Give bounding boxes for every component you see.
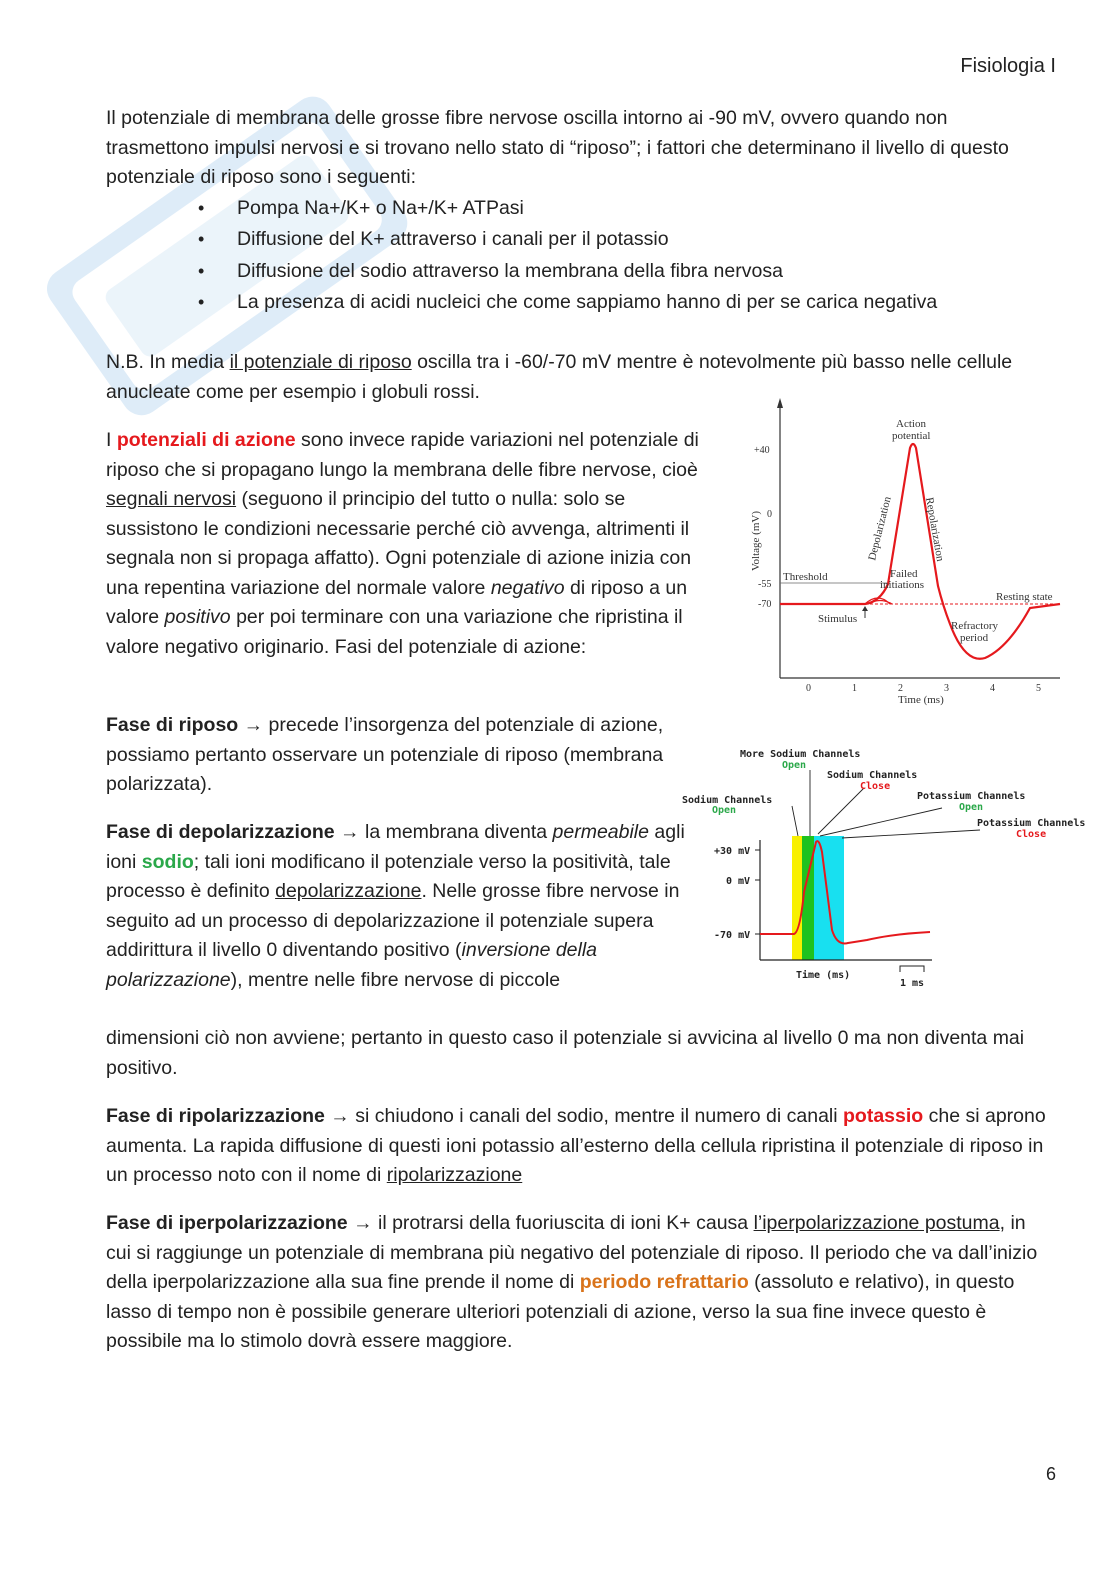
- pointer-line: [820, 808, 942, 836]
- scale-bar: [900, 966, 924, 972]
- y-tick: -70: [758, 599, 772, 610]
- fase-text: precede l’insorgenza del potenziale di azione, possiamo pertanto osservare un potenziale di riposo (membrana polarizzata).: [106, 714, 664, 795]
- page-header: Fisiologia I: [960, 55, 1056, 77]
- label-stimulus: Stimulus: [818, 613, 858, 625]
- label-threshold: Threshold: [783, 571, 828, 583]
- action-potential-figure: [740, 396, 1070, 714]
- action-potential-curve: [780, 444, 1060, 659]
- label-resting: Resting state: [996, 591, 1053, 603]
- factor-list: [106, 193, 1046, 319]
- x-tick: 3: [944, 683, 949, 694]
- pointer-line: [842, 830, 980, 838]
- intro-paragraph: Il potenziale di membrana delle grosse fibre nervose oscilla intorno ai -90 mV, ovvero quando non trasmettono impulsi nervosi e si trovano nello stato di “riposo”; i fattori che determinano il livello di questo potenziale di riposo sono i seguenti:: [106, 107, 1009, 188]
- action-paragraph: [106, 426, 708, 662]
- action-italic: negativo: [490, 576, 565, 599]
- action-text: di riposo a un valore: [106, 576, 688, 628]
- label-state-close: Close: [860, 781, 891, 792]
- label-state-open: Open: [782, 760, 807, 771]
- fase-underlined: l’iperpolarizzazione postuma: [753, 1212, 1000, 1234]
- y-axis-label: Voltage (mV): [750, 511, 762, 571]
- fase-text: ), mentre nelle fibre nervose di piccole: [230, 968, 561, 991]
- action-text: sono invece rapide variazioni nel potenziale di riposo che si propagano lungo la membrana delle fibre nervose, cioè: [106, 429, 699, 481]
- fase-underlined: ripolarizzazione: [386, 1164, 523, 1186]
- action-highlight: potenziali di azione: [116, 429, 296, 451]
- y-tick: 0 mV: [726, 876, 751, 887]
- x-tick: 2: [898, 683, 903, 694]
- y-axis-arrow-icon: [777, 398, 783, 408]
- label-repolarization: Repolarization: [923, 496, 947, 563]
- label-more-sodium: More Sodium Channels: [740, 749, 861, 760]
- label-refractory: Refractory: [951, 620, 999, 632]
- y-tick: +40: [754, 445, 770, 456]
- label-state-open: Open: [959, 802, 984, 813]
- fase-title: Fase di riposo: [106, 714, 239, 736]
- fase-text: (assoluto e relativo), in questo lasso di tempo non è possibile generare ulteriori potenziali di azione, verso la sua fine invece questo è possibile ma lo stimolo dovrà essere maggiore.: [106, 1271, 1015, 1352]
- label-refractory: period: [960, 632, 989, 644]
- x-tick: 0: [806, 683, 811, 694]
- channel-potential-curve: [760, 841, 930, 943]
- label-potassium-close: Potassium Channels: [977, 818, 1086, 829]
- fase-text: si chiudono i canali del sodio, mentre il numero di canali: [355, 1105, 844, 1127]
- x-axis-label: Time (ms): [898, 694, 944, 706]
- label-depolarization: Depolarization: [866, 495, 894, 562]
- nb-text: oscilla tra i -60/-70 mV mentre è notevolmente più basso nelle cellule anucleate come per esempio i globuli rossi.: [106, 351, 1013, 403]
- page-number: 6: [1045, 1464, 1056, 1484]
- fase-text: agli ioni: [106, 821, 685, 873]
- action-italic: positivo: [164, 606, 231, 628]
- fase-text: ; tali ioni modificano il potenziale verso la positività, tale processo è definito: [106, 850, 671, 902]
- list-item: • Pompa Na+/K+ o Na+/K+ ATPasi: [106, 193, 1046, 225]
- fase-text: la membrana diventa: [364, 821, 553, 843]
- label-action: potential: [892, 430, 931, 442]
- label-sodium: Sodium Channels: [827, 770, 918, 781]
- x-axis-label: Time (ms): [796, 970, 851, 981]
- ion-channels-figure: [682, 742, 1092, 992]
- arrow: →: [324, 1105, 356, 1127]
- action-underlined: segnali nervosi: [106, 488, 237, 510]
- x-tick: 5: [1036, 683, 1041, 694]
- x-tick: 4: [990, 683, 995, 694]
- label-action: Action: [896, 418, 926, 430]
- fase-text: . Nelle grosse fibre nervose in seguito ad un processo di depolarizzazione il potenziale supera addirittura il livello 0 diventando positivo (: [106, 880, 680, 961]
- fase-text: , in cui si raggiunge un potenziale di membrana più negativo del potenziale di riposo. Il periodo che va dall’inizio della iperpolarizzazione alla sua fine prende il nome di: [106, 1212, 1038, 1293]
- fase-riposo: [106, 711, 676, 800]
- arrow: →: [347, 1212, 378, 1234]
- fase-text: che si aprono aumenta. La rapida diffusione di questi ioni potassio all’esterno della cellula ripristina il potenziale di riposo in un processo noto con il nome di: [106, 1105, 1046, 1186]
- nb-text: N.B. In media: [106, 351, 230, 373]
- fase-text: il protrarsi della fuoriuscita di ioni K+ causa: [378, 1212, 754, 1234]
- y-tick: -70 mV: [714, 930, 751, 941]
- arrow: →: [334, 821, 365, 843]
- fase-depolarizzazione-continued: dimensioni ciò non avviene; pertanto in questo caso il potenziale si avvicina al livello 0 ma non diventa mai positivo.: [106, 1027, 1025, 1079]
- pointer-line: [792, 806, 798, 836]
- label-potassium-open: Potassium Channels: [917, 791, 1026, 802]
- action-text: I: [106, 429, 117, 451]
- y-tick: +30 mV: [714, 846, 751, 857]
- nb-underlined: il potenziale di riposo: [229, 351, 412, 373]
- fase-italic: permeabile: [552, 821, 649, 843]
- sodio-highlight: sodio: [141, 850, 194, 873]
- band-yellow: [792, 836, 802, 960]
- label-failed: Failed: [890, 568, 918, 580]
- fase-title: Fase di ripolarizzazione: [106, 1105, 325, 1127]
- x-tick: 1: [852, 683, 857, 694]
- fase-iperpolarizzazione: [106, 1209, 1051, 1357]
- label-state-close: Close: [1016, 829, 1047, 840]
- fase-underlined: depolarizzazione: [275, 880, 422, 902]
- stimulus-arrow-icon: [862, 606, 868, 611]
- potassio-highlight: potassio: [843, 1105, 924, 1127]
- y-tick: -55: [758, 579, 772, 590]
- list-item: • Diffusione del sodio attraverso la membrana della fibra nervosa: [106, 256, 1046, 288]
- list-item: • La presenza di acidi nucleici che come sappiamo hanno di per se carica negativa: [106, 287, 1046, 319]
- label-failed: initiations: [880, 579, 924, 591]
- label-left-sodium: Sodium Channels: [682, 795, 773, 806]
- arrow: →: [238, 714, 269, 736]
- periodo-refrattario-highlight: periodo refrattario: [579, 1271, 749, 1293]
- action-text: (seguono il principio del tutto o nulla: solo se sussistono le condizioni necessarie perché ciò avvenga, altrimenti il segnala non si propaga affatto). Ogni potenziale di azione inizia con una repentina variazione del normale valore: [106, 488, 692, 599]
- y-tick: 0: [767, 509, 772, 520]
- scale-label: 1 ms: [900, 978, 925, 989]
- fase-title: Fase di iperpolarizzazione: [106, 1212, 348, 1234]
- fase-depolarizzazione: [106, 818, 688, 995]
- action-text: per poi terminare con una variazione che ripristina il valore negativo originario. Fasi del potenziale di azione:: [106, 606, 683, 658]
- fase-ripolarizzazione: [106, 1102, 1051, 1191]
- list-item: • Diffusione del K+ attraverso i canali per il potassio: [106, 224, 1046, 256]
- intro-section: [106, 104, 1046, 319]
- fase-italic: inversione della polarizzazione: [106, 939, 598, 991]
- label-state-open: Open: [712, 805, 737, 816]
- fase-title: Fase di depolarizzazione: [106, 821, 335, 843]
